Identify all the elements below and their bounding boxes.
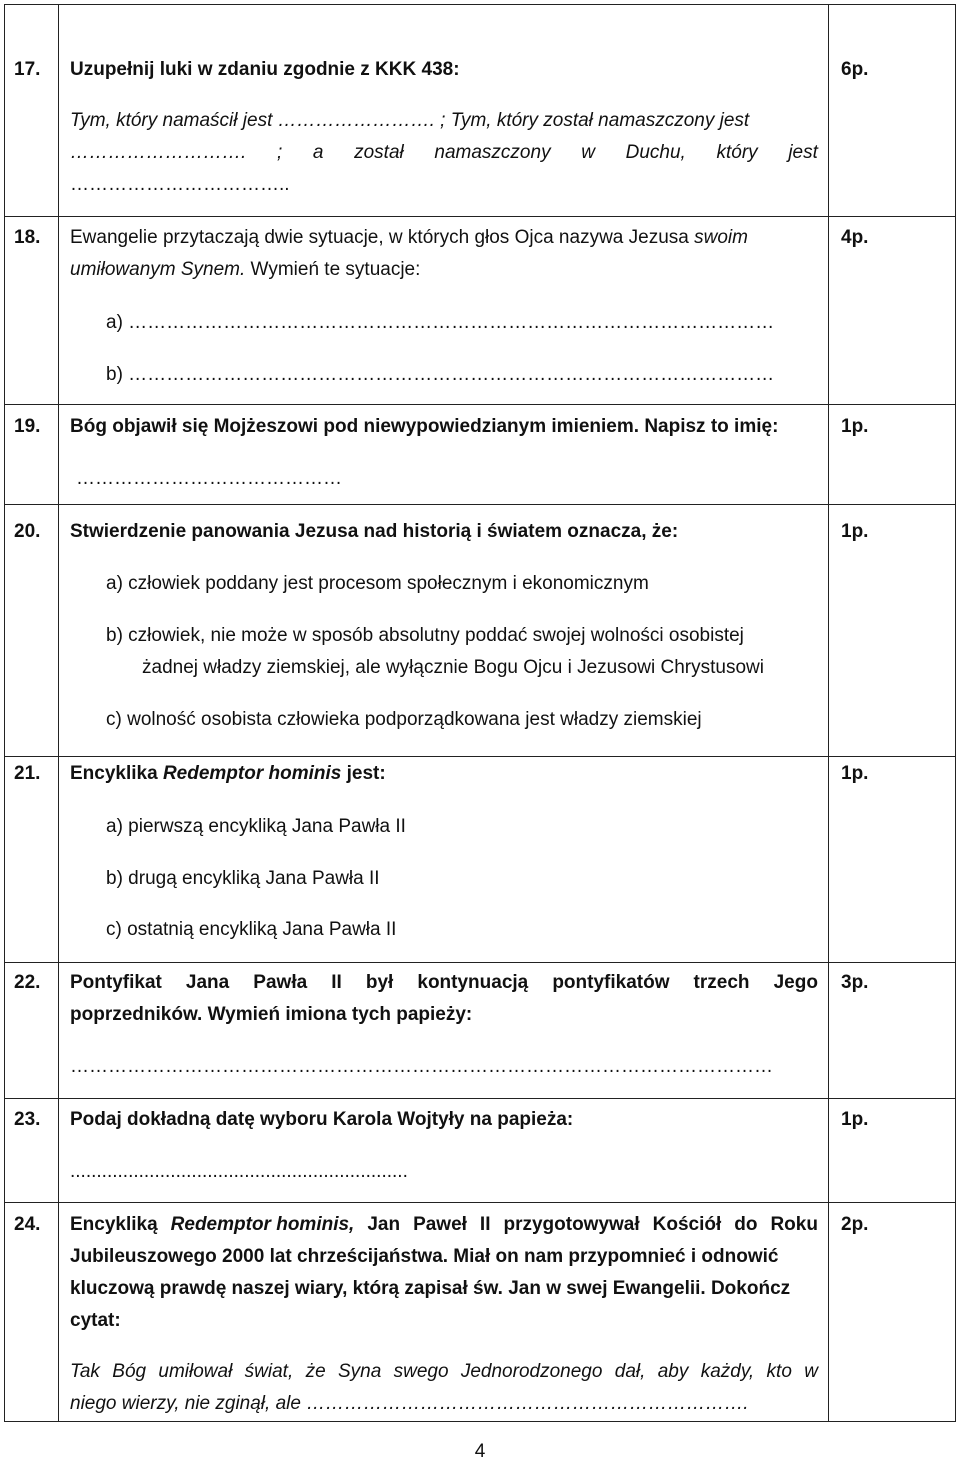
row-divider — [4, 756, 956, 757]
title-word: kontynuacją — [417, 972, 529, 993]
option-c: c) wolność osobista człowieka podporządkowana jest władzy ziemskiej — [106, 709, 702, 730]
quote-line: niego wierzy, nie zginął, ale ……………………………………………………………. — [70, 1393, 749, 1414]
quote-word: aby — [657, 1361, 689, 1382]
title-text: jest: — [341, 763, 386, 784]
option-c: c) ostatnią encykliką Jana Pawła II — [106, 919, 397, 940]
gap-word: ………………………. — [70, 142, 247, 163]
question-number: 23. — [14, 1109, 41, 1130]
question-points: 1p. — [841, 416, 869, 437]
title-word: Redemptor hominis, — [170, 1214, 355, 1235]
question-title: Podaj dokładną datę wyboru Karola Wojtyły na papieża: — [70, 1109, 574, 1130]
title-word: Jana — [185, 972, 230, 993]
title-text: Wymień te sytuacje: — [245, 259, 421, 280]
quote-word: swego — [393, 1361, 449, 1382]
gap-word: namaszczony — [434, 142, 551, 163]
title-text: Encyklika — [70, 763, 163, 784]
title-word: Roku — [770, 1214, 818, 1235]
page-number: 4 — [474, 1441, 486, 1462]
title-text: Ewangelie przytaczają dwie sytuacje, w których głos Ojca nazywa Jezusa — [70, 227, 695, 248]
row-divider — [4, 504, 956, 505]
question-points: 4p. — [841, 227, 869, 248]
question-points: 6p. — [841, 59, 869, 80]
answer-dots: ................................................................ — [70, 1161, 408, 1182]
title-word: Pontyfikat — [70, 972, 162, 993]
question-title: Uzupełnij luki w zdaniu zgodnie z KKK 438: — [70, 59, 460, 80]
title-word: do — [734, 1214, 758, 1235]
title-word: II — [331, 972, 342, 993]
question-title-cont: kluczową prawdę naszej wiary, którą zapisał św. Jan w swej Ewangelii. Dokończ — [70, 1278, 791, 1299]
question-title — [70, 971, 818, 995]
question-title-cont — [70, 258, 420, 282]
title-word: Pawła — [253, 972, 308, 993]
quote-word: że — [305, 1361, 326, 1382]
answer-dots: …………………………………… — [76, 468, 342, 489]
question-number: 22. — [14, 972, 41, 993]
question-title — [70, 1213, 818, 1237]
question-points: 1p. — [841, 763, 869, 784]
row-divider — [4, 1202, 956, 1203]
title-word: II — [479, 1214, 491, 1235]
quote-word: Syna — [337, 1361, 382, 1382]
option-a: a) pierwszą encykliką Jana Pawła II — [106, 816, 406, 837]
row-divider — [4, 404, 956, 405]
title-word: Jan — [367, 1214, 401, 1235]
title-word: Encykliką — [70, 1214, 158, 1235]
title-italic: Redemptor hominis — [162, 763, 342, 784]
question-number: 19. — [14, 416, 41, 437]
title-word: pontyfikatów — [552, 972, 670, 993]
question-title — [70, 226, 748, 250]
fill-gap-line — [70, 141, 818, 165]
quote-word: świat, — [244, 1361, 294, 1382]
quote-word: Jednorodzonego — [460, 1361, 603, 1382]
question-points: 1p. — [841, 1109, 869, 1130]
quote-word: Tak — [70, 1361, 100, 1382]
option-b: b) człowiek, nie może w sposób absolutny poddać swojej wolności osobistej — [106, 625, 744, 646]
quote-word: dał, — [614, 1361, 646, 1382]
title-word: trzech — [693, 972, 750, 993]
quote-word: każdy, — [700, 1361, 755, 1382]
question-points: 1p. — [841, 521, 869, 542]
question-title: Bóg objawił się Mojżeszowi pod niewypowiedzianym imieniem. Napisz to imię: — [70, 416, 779, 437]
fill-gap-line: Tym, który namaścił jest ……………………. ; Tym, który został namaszczony jest — [70, 110, 750, 131]
option-b: b) ………………………………………………………………………………………… — [106, 364, 775, 385]
answer-dots: ………………………………………………………………………………………………… — [70, 1056, 773, 1077]
question-title-cont: cytat: — [70, 1310, 121, 1331]
title-italic: umiłowanym Synem. — [70, 259, 246, 280]
question-title-cont: poprzedników. Wymień imiona tych papieży: — [70, 1004, 473, 1025]
question-number: 20. — [14, 521, 41, 542]
question-number: 21. — [14, 763, 41, 784]
title-word: był — [365, 972, 394, 993]
question-points: 3p. — [841, 972, 869, 993]
answer-dots: …………………………….. — [70, 174, 290, 195]
question-number: 24. — [14, 1214, 41, 1235]
option-a: a) człowiek poddany jest procesom społecznym i ekonomicznym — [106, 573, 649, 594]
question-number: 18. — [14, 227, 41, 248]
gap-word: ; — [276, 142, 283, 163]
question-title-cont: Jubileuszowego 2000 lat chrześcijaństwa. Miał on nam przypomnieć i odnowić — [70, 1246, 779, 1267]
quote-word: Bóg — [112, 1361, 147, 1382]
title-italic: swoim — [694, 227, 748, 248]
quote-word: umiłował — [158, 1361, 233, 1382]
title-word: Paweł — [413, 1214, 467, 1235]
row-divider — [4, 962, 956, 963]
gap-word: jest — [788, 142, 818, 163]
title-word: Kościół — [652, 1214, 722, 1235]
title-word: Jego — [773, 972, 818, 993]
row-divider — [4, 1098, 956, 1099]
question-number: 17. — [14, 59, 41, 80]
question-points: 2p. — [841, 1214, 869, 1235]
option-b: b) drugą encykliką Jana Pawła II — [106, 868, 380, 889]
option-b-cont: żadnej władzy ziemskiej, ale wyłącznie Bogu Ojcu i Jezusowi Chrystusowi — [142, 657, 764, 678]
gap-word: w — [581, 142, 595, 163]
gap-word: został — [354, 142, 404, 163]
quote-line — [70, 1360, 818, 1384]
title-word: przygotowywał — [503, 1214, 640, 1235]
quote-word: kto — [766, 1361, 792, 1382]
option-a: a) ………………………………………………………………………………………… — [106, 312, 775, 333]
gap-word: który — [716, 142, 758, 163]
gap-word: Duchu, — [625, 142, 686, 163]
gap-word: a — [312, 142, 324, 163]
row-divider — [4, 216, 956, 217]
question-title — [70, 762, 386, 786]
question-title: Stwierdzenie panowania Jezusa nad historią i światem oznacza, że: — [70, 521, 679, 542]
quote-word: w — [804, 1361, 818, 1382]
